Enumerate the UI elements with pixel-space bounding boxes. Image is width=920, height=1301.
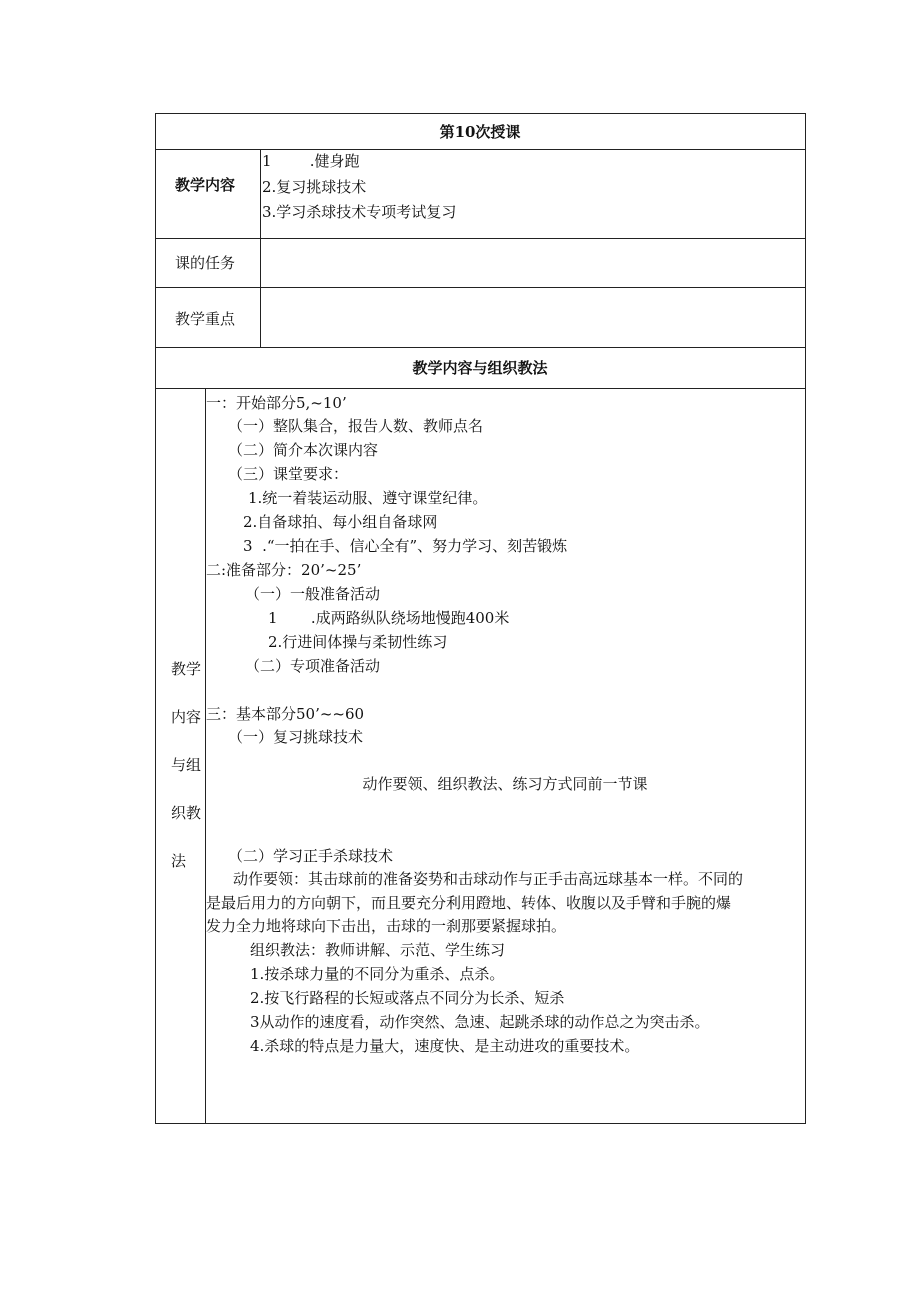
side-label-line: 与组 bbox=[171, 756, 202, 774]
side-label-line: 教学 bbox=[171, 660, 202, 678]
section-header: 教学内容与组织教法 bbox=[412, 359, 548, 377]
body-line: 是最后用力的方向朝下，而且要充分利用蹬地、转体、收腹以及手臂和手腕的爆 bbox=[206, 894, 732, 912]
body-line: 1 .成两路纵队绕场地慢跑400米 bbox=[268, 609, 510, 627]
teaching-content-item: 1 .健身跑 bbox=[262, 152, 360, 170]
body-line: 发力全力地将球向下击出，击球的一刹那要紧握球拍。 bbox=[206, 917, 567, 935]
body-line: （二）简介本次课内容 bbox=[228, 441, 379, 459]
body-line: 动作要领：其击球前的准备姿势和击球动作与正手击高远球基本一样。不同的 bbox=[233, 870, 744, 888]
body-line: （三）课堂要求： bbox=[228, 465, 349, 483]
side-label-line: 织教 bbox=[171, 804, 202, 822]
table-border-right bbox=[805, 113, 806, 1124]
body-line: 1.按杀球力量的不同分为重杀、点杀。 bbox=[250, 965, 505, 983]
body-line: 二:准备部分：20’~25’ bbox=[206, 561, 362, 579]
body-line: 4.杀球的特点是力量大，速度快、是主动进攻的重要技术。 bbox=[250, 1037, 640, 1055]
teaching-content-item: 2.复习挑球技术 bbox=[262, 178, 367, 196]
body-line: 2.按飞行路程的长短或落点不同分为长杀、短杀 bbox=[250, 989, 565, 1007]
body-line: 2.行进间体操与柔韧性练习 bbox=[268, 633, 448, 651]
teaching-content-item: 3.学习杀球技术专项考试复习 bbox=[262, 203, 457, 221]
body-line: 动作要领、组织教法、练习方式同前一节课 bbox=[362, 775, 648, 793]
table-rule bbox=[155, 287, 806, 288]
side-label-line: 内容 bbox=[171, 708, 202, 726]
task-label: 课的任务 bbox=[175, 254, 236, 272]
table-rule bbox=[155, 388, 806, 389]
table-rule bbox=[155, 347, 806, 348]
table-rule bbox=[155, 149, 806, 150]
side-label-line: 法 bbox=[171, 852, 187, 870]
table-border-bottom bbox=[155, 1123, 806, 1124]
body-line: 3 .“一拍在手、信心全有”、努力学习、刻苦锻炼 bbox=[243, 537, 568, 555]
table-rule bbox=[155, 238, 806, 239]
body-line: 3从动作的速度看，动作突然、急速、起跳杀球的动作总之为突击杀。 bbox=[250, 1013, 710, 1031]
table-column-divider bbox=[205, 388, 206, 1123]
body-line: （二）学习正手杀球技术 bbox=[228, 847, 394, 865]
teaching-content-label: 教学内容 bbox=[175, 176, 236, 194]
body-line: 三：基本部分50’~~60 bbox=[206, 705, 365, 723]
lesson-title: 第10次授课 bbox=[439, 123, 521, 141]
table-border-left bbox=[155, 113, 156, 1124]
body-line: 组织教法：教师讲解、示范、学生练习 bbox=[250, 941, 506, 959]
body-line: （一）整队集合，报告人数、教师点名 bbox=[228, 417, 484, 435]
key-points-label: 教学重点 bbox=[175, 310, 236, 328]
body-line: （一）一般准备活动 bbox=[245, 585, 381, 603]
table-column-divider bbox=[260, 149, 261, 347]
body-line: 2.自备球拍、每小组自备球网 bbox=[243, 513, 438, 531]
table-border-top bbox=[155, 113, 806, 114]
body-line: （一）复习挑球技术 bbox=[228, 728, 364, 746]
body-line: 一：开始部分5,~10’ bbox=[206, 394, 347, 412]
body-line: 1.统一着装运动服、遵守课堂纪律。 bbox=[248, 489, 488, 507]
body-line: （二）专项准备活动 bbox=[245, 657, 381, 675]
